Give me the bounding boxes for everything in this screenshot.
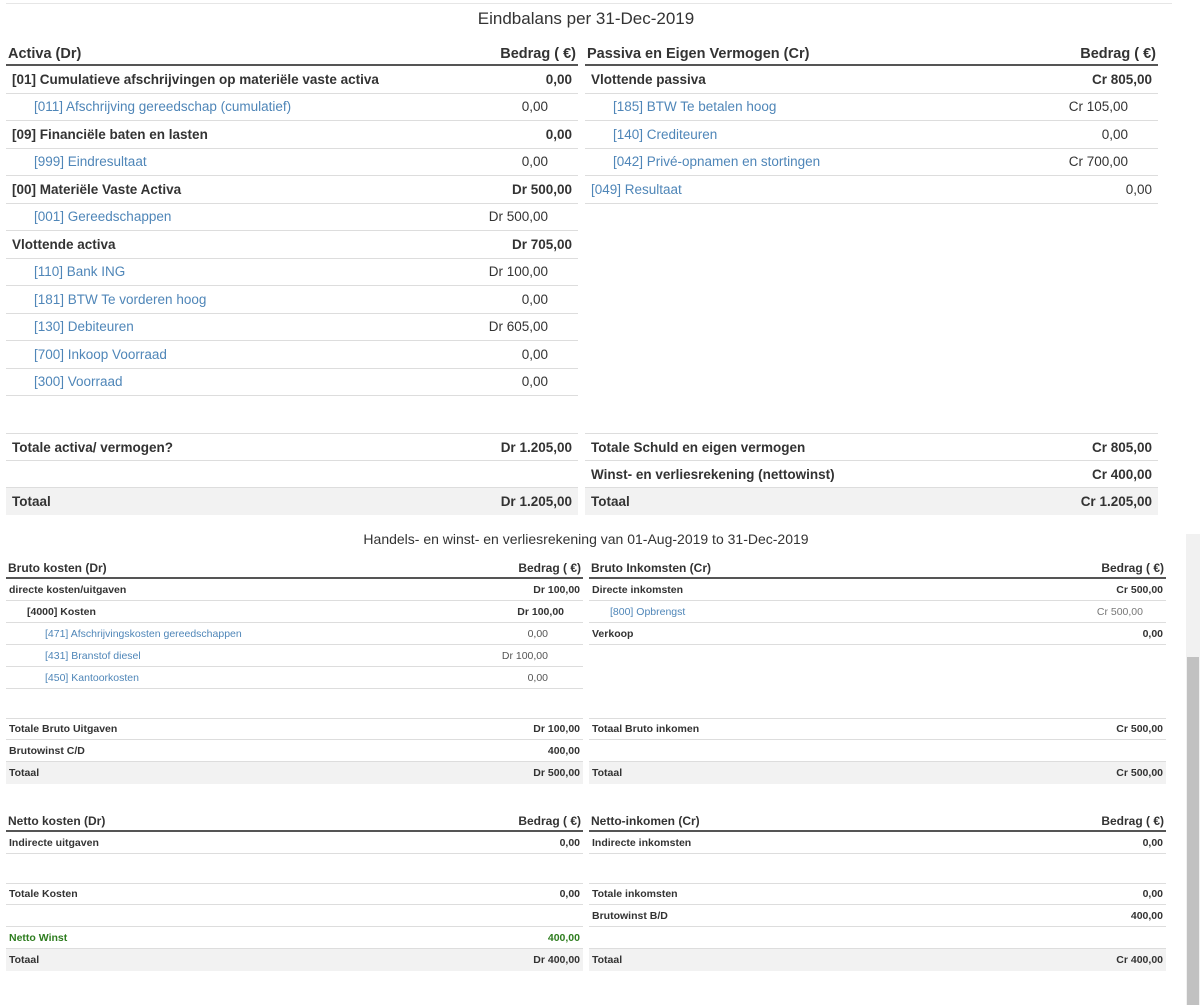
account-group-row-label: [01] Cumulatieve afschrijvingen op materiële vaste activa — [12, 71, 379, 87]
activa-column — [6, 45, 578, 396]
gross-income-total-label: Totaal Bruto inkomen — [592, 723, 700, 735]
account-link-row-amount: Dr 100,00 — [488, 264, 548, 280]
account-link-row-amount: Cr 500,00 — [1096, 605, 1143, 618]
account-link-row-amount: 0,00 — [521, 99, 548, 115]
gross-cost-totals — [6, 718, 583, 784]
passiva-total-label: Totale Schuld en eigen vermogen — [591, 439, 806, 455]
gross-profit-bd-amount: 400,00 — [1130, 909, 1163, 922]
gross-cost-total-amount: Dr 100,00 — [533, 723, 580, 735]
account-link-row[interactable] — [589, 601, 1166, 623]
gross-income-grand-total-row — [589, 762, 1166, 784]
activa-empty-row — [6, 461, 578, 488]
passiva-amount-header: Bedrag ( €) — [1080, 46, 1156, 62]
account-link-row[interactable] — [585, 94, 1158, 122]
gross-income-total-amount: Cr 500,00 — [1116, 723, 1163, 735]
gross-profit-bd-label: Brutowinst B/D — [592, 909, 668, 922]
passiva-profit-amount: Cr 400,00 — [1091, 466, 1152, 482]
gross-profit-cd-row — [6, 740, 583, 762]
indirect-income-label: Indirecte inkomsten — [592, 836, 692, 849]
net-profit-row — [6, 927, 583, 949]
passiva-header — [585, 45, 1158, 66]
gross-cost-column — [6, 560, 583, 689]
gross-cost-grand-total-label: Totaal — [9, 767, 40, 779]
net-cost-total-amount: 0,00 — [559, 888, 580, 900]
account-link-row-label[interactable]: [300] Voorraad — [34, 374, 123, 390]
net-cost-totals — [6, 883, 583, 971]
account-link-row-amount: Dr 100,00 — [501, 649, 548, 662]
net-cost-amount-header: Bedrag ( €) — [518, 814, 581, 828]
net-income-total-amount: 0,00 — [1142, 888, 1163, 900]
balance-title: Eindbalans per 31-Dec-2019 — [477, 9, 695, 28]
gross-cost-total-label: Totale Bruto Uitgaven — [9, 723, 118, 735]
account-link-row-label[interactable]: [431] Branstof diesel — [45, 649, 141, 662]
account-link-row-label[interactable]: [999] Eindresultaat — [34, 154, 147, 170]
passiva-totals — [585, 433, 1158, 515]
activa-total-row — [6, 433, 578, 461]
account-group-row-label: [4000] Kosten — [27, 605, 96, 618]
gross-income-grand-total-amount: Cr 500,00 — [1116, 767, 1163, 779]
account-link-row-amount: 0,00 — [521, 154, 548, 170]
gross-income-rows — [589, 579, 1166, 645]
gross-cost-grand-total-amount: Dr 500,00 — [533, 767, 580, 779]
net-income-amount-header: Bedrag ( €) — [1101, 814, 1164, 828]
account-link-row-amount: Dr 605,00 — [488, 319, 548, 335]
account-link-row-label[interactable]: [185] BTW Te betalen hoog — [613, 99, 777, 115]
indirect-expenses-row — [6, 832, 583, 854]
account-group-row-amount: 0,00 — [545, 71, 572, 87]
account-group-row-amount: Dr 100,00 — [533, 583, 580, 596]
passiva-header-label: Passiva en Eigen Vermogen (Cr) — [587, 46, 810, 62]
account-link-row-label[interactable]: [450] Kantoorkosten — [45, 671, 139, 684]
account-group-row — [6, 579, 583, 601]
activa-total-amount: Dr 1.205,00 — [500, 439, 572, 455]
passiva-profit-row — [585, 461, 1158, 488]
account-group-row — [6, 66, 578, 94]
gross-income-empty-row — [589, 740, 1166, 762]
account-link-row[interactable] — [585, 121, 1158, 149]
account-link-row[interactable] — [585, 149, 1158, 177]
net-cost-header — [6, 813, 583, 832]
gross-income-header-label: Bruto Inkomsten (Cr) — [591, 561, 711, 575]
account-group-row-label: Vlottende activa — [12, 236, 116, 252]
account-link-row[interactable] — [6, 149, 578, 177]
net-cost-grand-total-label: Totaal — [9, 954, 40, 966]
indirect-income-amount: 0,00 — [1142, 836, 1163, 849]
gross-cost-amount-header: Bedrag ( €) — [518, 561, 581, 575]
gross-cost-header — [6, 560, 583, 579]
account-link-row-amount: 0,00 — [527, 671, 548, 684]
account-link-row[interactable] — [6, 286, 578, 314]
gross-profit-bd-row — [589, 905, 1166, 927]
account-group-row-label: [00] Materiële Vaste Activa — [12, 181, 182, 197]
passiva-grand-total-row — [585, 488, 1158, 515]
account-link-row[interactable] — [6, 369, 578, 397]
account-link-row[interactable] — [585, 176, 1158, 204]
account-link-row-label[interactable]: [110] Bank ING — [34, 264, 126, 280]
pnl-title: Handels- en winst- en verliesrekening van 01-Aug-2019 to 31-Dec-2019 — [363, 531, 809, 547]
net-income-total-label: Totale inkomsten — [592, 888, 678, 900]
net-income-empty-row — [589, 927, 1166, 949]
account-link-row[interactable] — [6, 623, 583, 645]
net-profit-amount: 400,00 — [547, 931, 580, 944]
passiva-grand-total-label: Totaal — [591, 494, 630, 509]
gross-profit-cd-label: Brutowinst C/D — [9, 744, 85, 757]
account-group-row-amount: Dr 100,00 — [517, 605, 564, 618]
net-income-header — [589, 813, 1166, 832]
net-cost-grand-total-amount: Dr 400,00 — [533, 954, 580, 966]
account-link-row[interactable] — [6, 667, 583, 689]
account-group-row-amount: 0,00 — [1142, 627, 1163, 640]
account-group-row-label: Vlottende passiva — [591, 71, 706, 87]
account-link-row[interactable] — [6, 94, 578, 122]
activa-totals — [6, 433, 578, 515]
net-income-grand-total-row — [589, 949, 1166, 971]
account-group-row-label: Directe inkomsten — [592, 583, 684, 596]
account-group-row — [6, 121, 578, 149]
account-group-row — [585, 66, 1158, 94]
activa-grand-total-label: Totaal — [12, 494, 51, 509]
gross-cost-grand-total-row — [6, 762, 583, 784]
net-income-column — [589, 813, 1166, 854]
account-link-row-label[interactable]: [181] BTW Te vorderen hoog — [34, 291, 207, 307]
net-income-totals — [589, 883, 1166, 971]
net-income-header-label: Netto-inkomen (Cr) — [591, 814, 700, 828]
account-group-row-label: Verkoop — [592, 627, 634, 640]
gross-profit-cd-amount: 400,00 — [547, 744, 580, 757]
account-link-row-label[interactable]: [042] Privé-opnamen en stortingen — [613, 154, 821, 170]
top-divider — [6, 3, 1172, 4]
account-link-row-amount: 0,00 — [527, 627, 548, 640]
gross-cost-rows — [6, 579, 583, 689]
activa-total-label: Totale activa/ vermogen? — [12, 439, 174, 455]
net-cost-column — [6, 813, 583, 854]
gross-income-column — [589, 560, 1166, 645]
account-link-row-amount: 0,00 — [521, 291, 548, 307]
gross-income-amount-header: Bedrag ( €) — [1101, 561, 1164, 575]
passiva-grand-total-amount: Cr 1.205,00 — [1080, 494, 1152, 509]
indirect-expenses-amount: 0,00 — [559, 836, 580, 849]
account-group-row-label: [09] Financiële baten en lasten — [12, 126, 208, 142]
passiva-total-row — [585, 433, 1158, 461]
activa-grand-total-amount: Dr 1.205,00 — [500, 494, 572, 509]
account-link-row-label[interactable]: [471] Afschrijvingskosten gereedschappen — [45, 627, 242, 640]
account-link-row-label[interactable]: [800] Opbrengst — [610, 605, 686, 618]
gross-income-totals — [589, 718, 1166, 784]
activa-rows — [6, 66, 578, 396]
account-link-row-amount: 0,00 — [521, 346, 548, 362]
indirect-expenses-label: Indirecte uitgaven — [9, 836, 99, 849]
account-group-row — [6, 231, 578, 259]
activa-grand-total-row — [6, 488, 578, 515]
net-income-grand-total-amount: Cr 400,00 — [1116, 954, 1163, 966]
account-group-row-amount: Dr 705,00 — [511, 236, 572, 252]
account-link-row-amount: 0,00 — [1125, 181, 1152, 197]
gross-income-total-row — [589, 718, 1166, 740]
activa-amount-header: Bedrag ( €) — [500, 46, 576, 62]
activa-header — [6, 45, 578, 66]
net-profit-label: Netto Winst — [9, 931, 68, 944]
passiva-rows — [585, 66, 1158, 204]
account-link-row[interactable] — [6, 204, 578, 232]
account-group-row-amount: 0,00 — [545, 126, 572, 142]
account-link-row-amount: Cr 700,00 — [1068, 154, 1128, 170]
account-link-row-label[interactable]: [700] Inkoop Voorraad — [34, 346, 167, 362]
account-link-row-label[interactable]: [130] Debiteuren — [34, 319, 134, 335]
gross-cost-total-row — [6, 718, 583, 740]
account-group-row-amount: Dr 500,00 — [511, 181, 572, 197]
gross-income-grand-total-label: Totaal — [592, 767, 623, 779]
passiva-profit-label: Winst- en verliesrekening (nettowinst) — [591, 466, 835, 482]
account-link-row[interactable] — [6, 341, 578, 369]
account-link-row-label[interactable]: [140] Crediteuren — [613, 126, 718, 142]
scrollbar-thumb[interactable] — [1187, 657, 1199, 1005]
indirect-income-row — [589, 832, 1166, 854]
net-cost-total-label: Totale Kosten — [9, 888, 78, 900]
account-link-row[interactable] — [6, 314, 578, 342]
account-group-row-label: directe kosten/uitgaven — [9, 583, 127, 596]
account-link-row-amount: Dr 500,00 — [488, 209, 548, 225]
gross-cost-header-label: Bruto kosten (Dr) — [8, 561, 107, 575]
account-link-row-label[interactable]: [011] Afschrijving gereedschap (cumulatief) — [34, 99, 292, 115]
net-cost-header-label: Netto kosten (Dr) — [8, 814, 106, 828]
account-group-row-amount: Cr 805,00 — [1091, 71, 1152, 87]
account-link-row-label[interactable]: [049] Resultaat — [591, 181, 682, 197]
net-cost-grand-total-row — [6, 949, 583, 971]
net-cost-empty-row — [6, 905, 583, 927]
account-link-row-amount: 0,00 — [521, 374, 548, 390]
net-income-grand-total-label: Totaal — [592, 954, 623, 966]
account-group-row-amount: Cr 500,00 — [1116, 583, 1163, 596]
activa-header-label: Activa (Dr) — [8, 46, 82, 62]
account-group-row — [589, 579, 1166, 601]
account-group-row — [6, 601, 583, 623]
account-link-row-amount: Cr 105,00 — [1068, 99, 1128, 115]
account-link-row-label[interactable]: [001] Gereedschappen — [34, 209, 172, 225]
page-scrollbar[interactable] — [1186, 534, 1200, 1005]
net-income-total-row — [589, 883, 1166, 905]
passiva-column — [585, 45, 1158, 204]
passiva-total-amount: Cr 805,00 — [1091, 439, 1152, 455]
account-link-row[interactable] — [6, 645, 583, 667]
gross-income-header — [589, 560, 1166, 579]
account-group-row — [589, 623, 1166, 645]
account-group-row — [6, 176, 578, 204]
account-link-row-amount: 0,00 — [1101, 126, 1128, 142]
account-link-row[interactable] — [6, 259, 578, 287]
net-cost-total-row — [6, 883, 583, 905]
